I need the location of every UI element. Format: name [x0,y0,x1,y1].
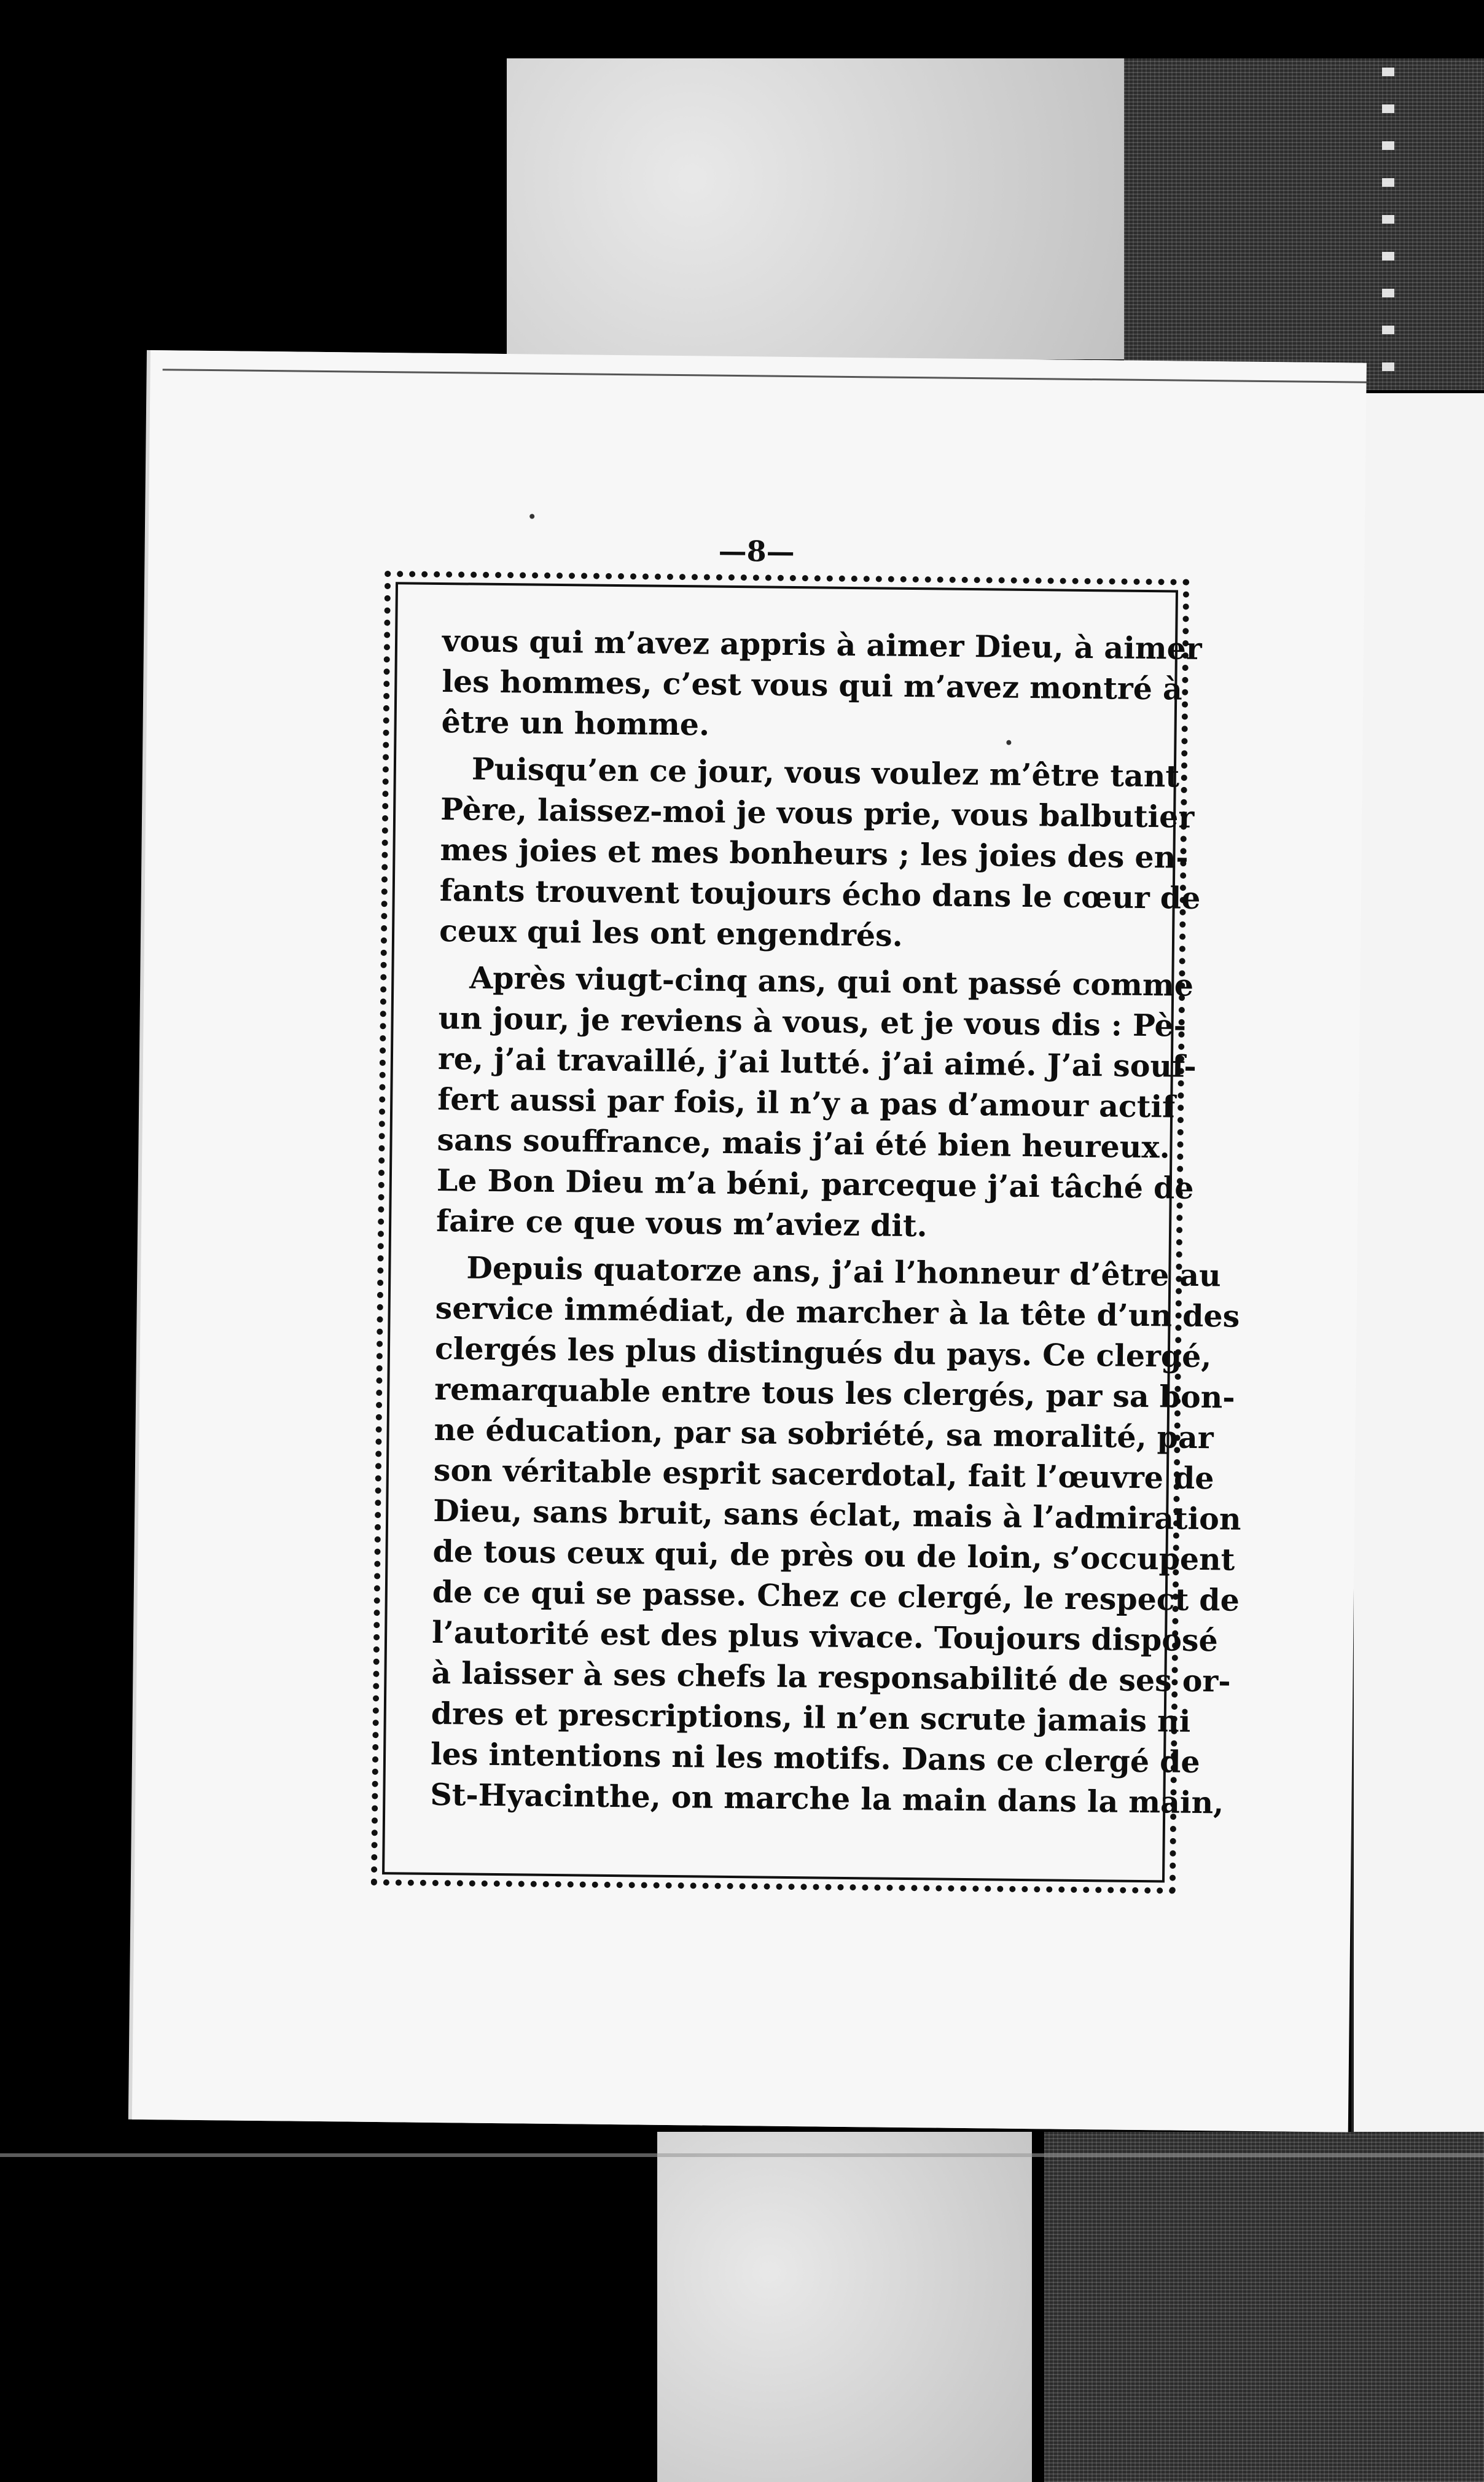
text-line: Puisqu’en ce jour, vous voulez m’être tant [471,751,1180,794]
facing-page-edge [1351,393,1484,2132]
text-line: son véritable esprit sacerdotal, fait l’œuvre de [433,1452,1214,1497]
ink-speck [1006,740,1011,745]
paragraph [439,748,1201,958]
text-line: Le Bon Dieu m’a béni, parceque j’ai tâché de [436,1162,1194,1206]
body-text [430,620,1241,1822]
text-line: être un homme. [441,703,710,743]
page-number: —8— [718,534,795,568]
binding-stitches [1382,68,1394,375]
ink-speck [529,514,534,519]
text-line: les hommes, c’est vous qui m’avez montré à [442,663,1183,707]
text-line: les intentions ni les motifs. Dans ce clergé de [430,1736,1200,1780]
text-line: Père, laissez-moi je vous prie, vous balbutier [440,791,1195,835]
paragraph [441,620,1202,750]
text-line: service immédiat, de marcher à la tête d’un des [435,1290,1240,1334]
book-cover-cloth-top [1124,58,1484,390]
paragraph [430,1247,1241,1822]
text-line: mes joies et mes bonheurs ; les joies des en- [440,831,1189,875]
text-line: clergés les plus distingués du pays. Ce clergé, [434,1330,1212,1375]
text-line: de tous ceux qui, de près ou de loin, s’occupent [432,1533,1235,1578]
decorative-border-frame [371,571,1241,1894]
paper-tab-top [507,58,1124,359]
page-top-edge [163,369,1367,383]
scanner-streak [0,2153,1484,2157]
text-line: ceux qui les ont engendrés. [439,912,904,953]
text-line: re, j’ai travaillé, j’ai lutté. j’ai aimé. J’ai souf- [437,1040,1197,1084]
text-line: remarquable entre tous les clergés, par sa bon- [434,1371,1235,1415]
text-line: St-Hyacinthe, on marche la main dans la main, [430,1776,1224,1821]
text-line: Après viugt-cinq ans, qui ont passé comme [469,960,1194,1003]
text-line: Dieu, sans bruit, sans éclat, mais à l’admiration [432,1492,1241,1537]
paragraph [435,957,1197,1248]
text-line: l’autorité est des plus vivace. Toujours disposé [431,1614,1219,1659]
text-line: faire ce que vous m’aviez dit. [435,1202,928,1244]
text-line: un jour, je reviens à vous, et je vous dis : Pè- [438,1000,1187,1044]
book-page [132,350,1367,2132]
paper-tab-bottom [657,2132,1032,2482]
text-line: Depuis quatorze ans, j’ai l’honneur d’être au [466,1250,1222,1294]
text-line: fert aussi par fois, il n’y a pas d’amour actif [437,1081,1176,1125]
text-line: sans souffrance, mais j’ai été bien heureux. [437,1121,1171,1165]
text-line: à laisser à ses chefs la responsabilité de ses or- [431,1654,1231,1699]
text-line: ne éducation, par sa sobriété, sa moralité, par [434,1411,1214,1456]
text-line: dres et prescriptions, il n’en scrute jamais ni [431,1695,1191,1739]
book-cover-cloth-bottom [1044,2132,1484,2482]
text-line: vous qui m’avez appris à aimer Dieu, à aimer [442,623,1202,667]
text-line: de ce qui se passe. Chez ce clergé, le respect de [432,1573,1240,1618]
text-line: fants trouvent toujours écho dans le cœur de [439,872,1201,916]
